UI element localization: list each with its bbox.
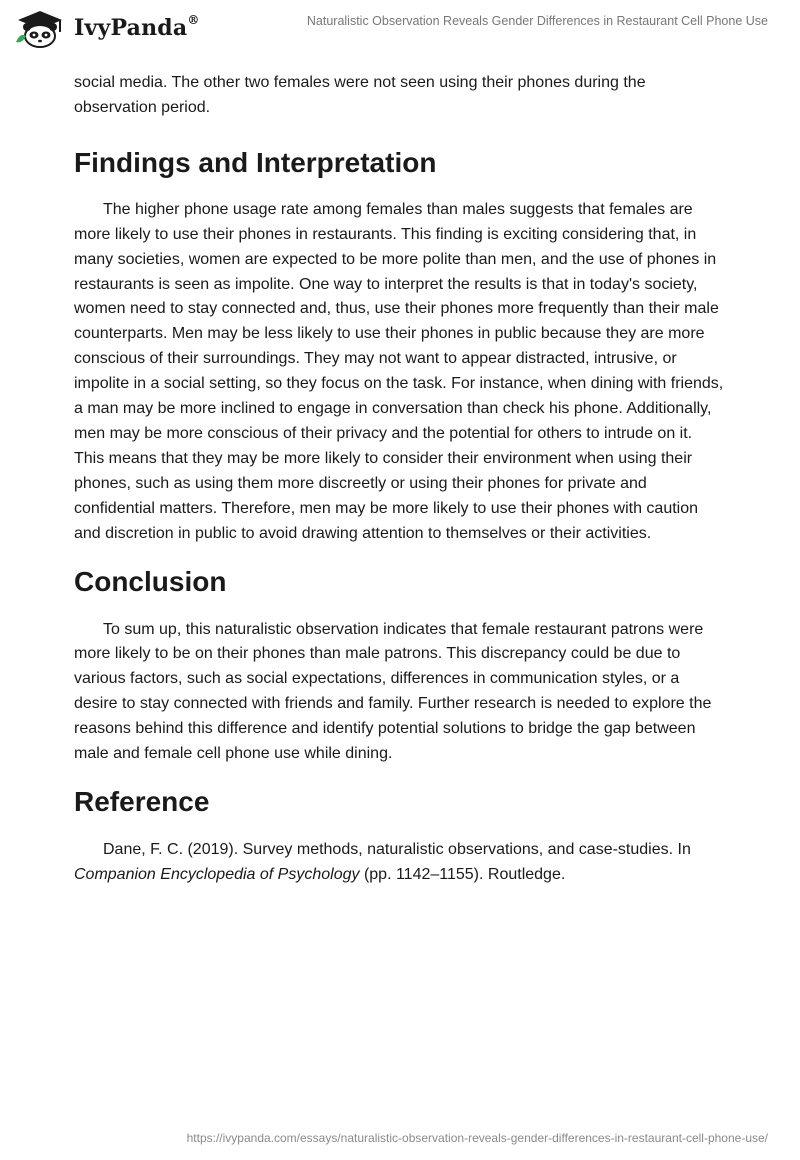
document-title: Naturalistic Observation Reveals Gender Differences in Restaurant Cell Phone Use bbox=[306, 14, 768, 28]
conclusion-heading: Conclusion bbox=[74, 565, 227, 597]
findings-heading: Findings and Interpretation bbox=[74, 146, 437, 178]
conclusion-paragraph: To sum up, this naturalistic observation indicates that female restaurant patrons were more likely to be on their phones than male patrons. This discrepancy could be due to various factors, such as social expectations, differences in communication styles, or a desire to stay connected with friends and family. Further research is needed to explore the reasons behind this difference and identify potential solutions to bridge the gap between male and female cell phone use while dining. bbox=[74, 620, 712, 763]
page-header bbox=[0, 0, 800, 60]
panda-graduate-icon bbox=[12, 8, 68, 48]
reference-entry-start: Dane, F. C. (2019). Survey methods, naturalistic observations, and case-studies. In bbox=[103, 840, 691, 858]
reference-heading: Reference bbox=[74, 785, 210, 817]
essay-content bbox=[74, 71, 726, 888]
brand-name: IvyPanda® bbox=[74, 13, 200, 41]
reference-entry-end: (pp. 1142–1155). Routledge. bbox=[359, 865, 566, 883]
findings-paragraph: The higher phone usage rate among females than males suggests that females are more likely to use their phones in restaurants. This finding is exciting considering that, in many societies, women are expected to be more polite than men, and the use of phones in restaurants is seen as impolite. One way to interpret the results is that in today's society, women need to stay connected and, thus, use their phones more frequently than their male counterparts. Men may be less likely to use their phones in public because they are more conscious of their surroundings. They may not want to appear distracted, intrusive, or impolite in a social setting, so they focus on the task. For instance, when dining with friends, a man may be more inclined to engage in conversation than check his phone. Additionally, men may be more conscious of their privacy and the potential for others to intrude on it. This means that they may be more likely to consider their environment when using their phones, such as using them more discreetly or using their phones for private and confidential matters. Therefore, men may be more likely to use their phones with caution and discretion in public to avoid drawing attention to themselves or their activities. bbox=[74, 200, 724, 542]
reference-entry-title: Companion Encyclopedia of Psychology bbox=[74, 865, 360, 883]
source-url[interactable]: https://ivypanda.com/essays/naturalistic-observation-reveals-gender-differences-in-restaurant-cell-phone-use/ bbox=[186, 1131, 768, 1145]
brand-logo[interactable] bbox=[12, 8, 200, 48]
intro-paragraph: social media. The other two females were not seen using their phones during the observation period. bbox=[74, 74, 646, 116]
reference-entry bbox=[74, 838, 726, 888]
